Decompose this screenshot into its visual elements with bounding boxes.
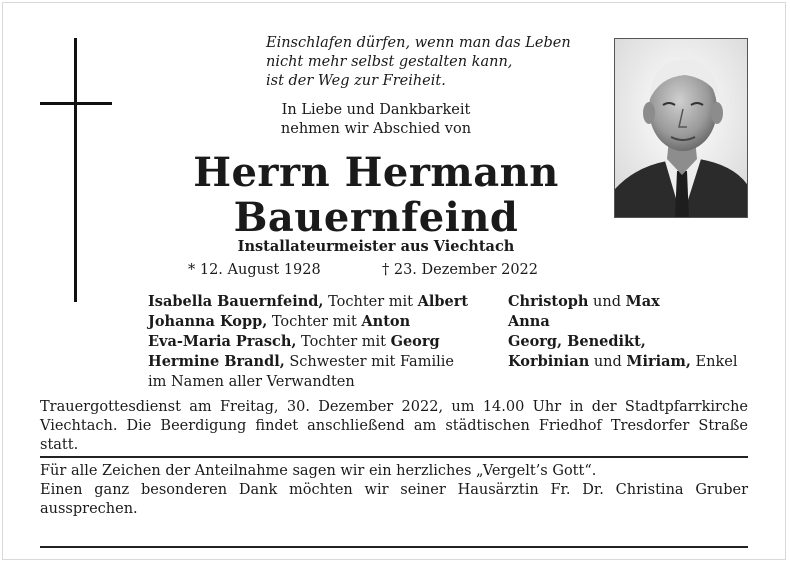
mourner-line: [148, 292, 498, 312]
portrait-photo: [614, 38, 748, 218]
mourner-relation: Tochter mit: [267, 314, 362, 330]
intro-line: In Liebe und Dankbarkeit: [281, 102, 471, 118]
relation-label: Enkel: [690, 354, 738, 370]
deceased-name-line2: Bauernfeind: [233, 194, 519, 241]
grandchild-name: Anna: [508, 313, 550, 330]
mourner-line: [508, 352, 768, 372]
mourner-name: Isabella Bauernfeind,: [148, 293, 324, 310]
thanks-line: Einen ganz besonderen Dank möchten wir seiner Hausärztin Fr. Dr. Christina Gruber aussprechen.: [40, 482, 748, 517]
mourner-relation: Schwester mit Familie: [284, 354, 454, 370]
connector: und: [588, 294, 626, 310]
death-date: † 23. Dezember 2022: [382, 262, 539, 278]
mourner-name: Eva-Maria Prasch,: [148, 333, 297, 350]
mourner-relation: im Namen aller Verwandten: [148, 374, 355, 390]
deceased-name-line1: Herrn Hermann: [193, 149, 559, 196]
mourner-partner: Albert: [417, 293, 469, 310]
quote-line: ist der Weg zur Freiheit.: [266, 73, 446, 89]
mourner-line: [148, 352, 498, 372]
service-info: Trauergottesdienst am Freitag, 30. Dezember 2022, um 14.00 Uhr in der Stadtpfarrkirche Viechtach. Die Beerdigung findet anschließend am städtischen Friedhof Tresdorfer Straße statt.: [40, 399, 748, 453]
intro-line: nehmen wir Abschied von: [280, 121, 472, 137]
thanks-line: Für alle Zeichen der Anteilnahme sagen wir ein herzliches „Vergelt’s Gott“.: [40, 463, 597, 479]
mourner-name: Hermine Brandl,: [148, 353, 285, 370]
mourner-relation: Tochter mit: [323, 294, 418, 310]
mourner-partner: Georg: [390, 333, 440, 350]
grandchild-name: Miriam,: [626, 353, 691, 370]
quote: [266, 34, 596, 91]
mourner-line: [508, 332, 768, 352]
occupation: Installateurmeister aus Viechtach: [237, 238, 515, 255]
mourner-partner: Anton: [361, 313, 411, 330]
mourner-line: [508, 312, 768, 332]
grandchild-name: Korbinian: [508, 353, 590, 370]
grandchild-name: Christoph: [508, 293, 589, 310]
grandchild-name: Max: [625, 293, 660, 310]
mourner-line: [508, 292, 768, 312]
mourners-right: [508, 292, 768, 372]
connector: und: [589, 354, 627, 370]
quote-line: Einschlafen dürfen, wenn man das Leben: [266, 35, 571, 51]
mourner-line: [148, 372, 498, 392]
mourner-name: Johanna Kopp,: [148, 313, 268, 330]
birth-date: * 12. August 1928: [188, 262, 321, 278]
deceased-name: [160, 150, 592, 240]
divider: [40, 456, 748, 458]
mourner-relation: Tochter mit: [296, 334, 391, 350]
grandchild-name: Georg, Benedikt,: [508, 333, 646, 350]
mourners-left: [148, 292, 498, 392]
mourner-line: [148, 332, 498, 352]
cross-icon-bar: [40, 102, 112, 105]
cross-icon: [74, 38, 77, 302]
divider-bottom: [40, 546, 748, 548]
portrait-image: [615, 39, 748, 218]
mourner-line: [148, 312, 498, 332]
quote-line: nicht mehr selbst gestalten kann,: [266, 54, 513, 70]
intro-text: [226, 101, 526, 139]
thanks-text: [40, 462, 748, 519]
